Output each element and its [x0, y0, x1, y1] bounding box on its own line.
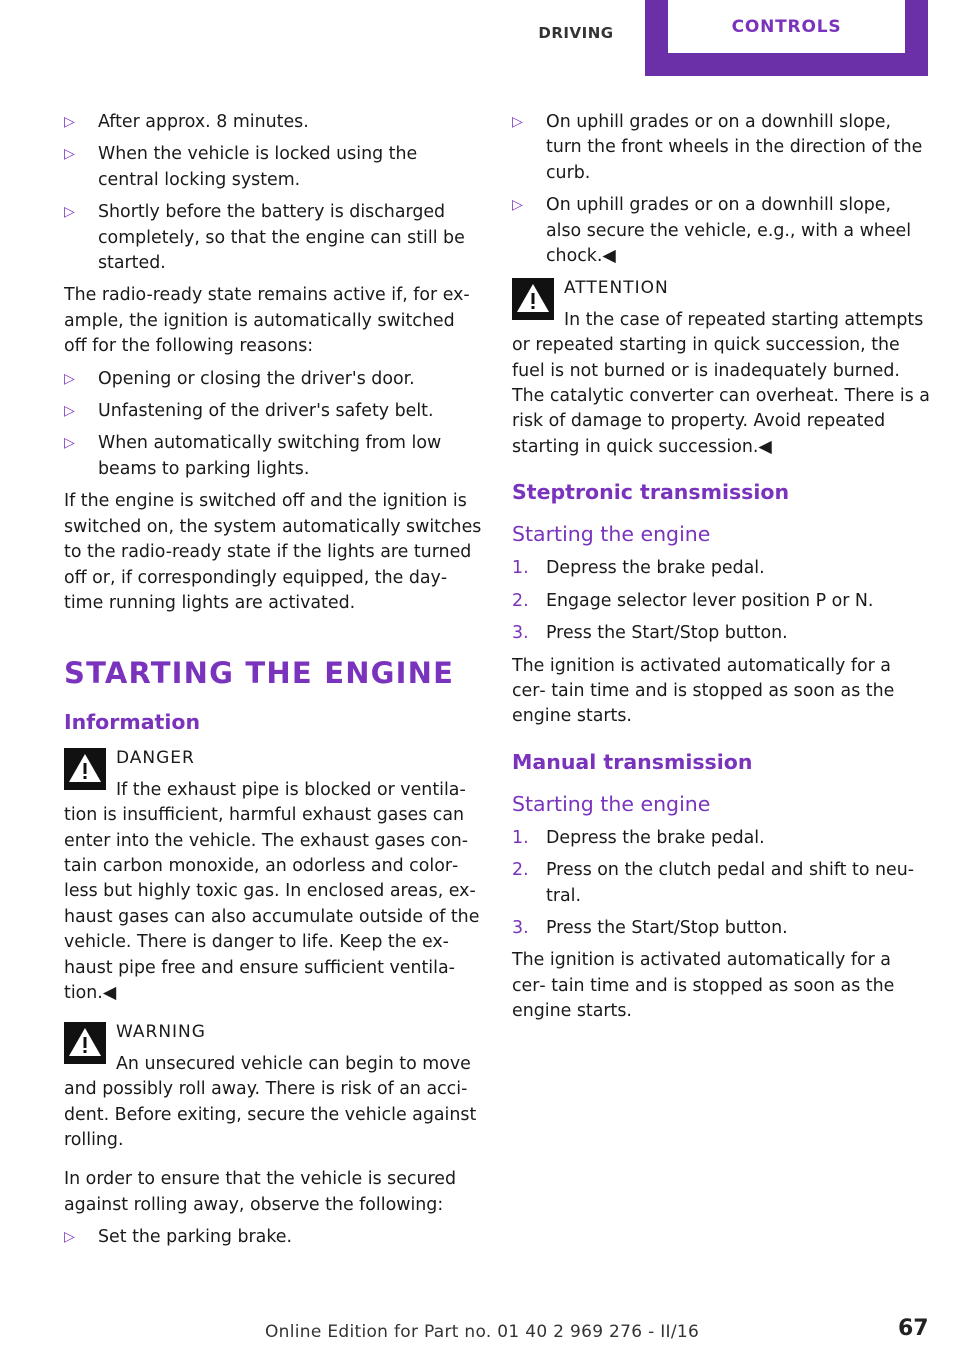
warning-text: An unsecured vehicle can begin to move and possibly roll away. There is risk of an acci‐ dent. Before exiting, secure the vehicle against rolling.	[64, 1053, 477, 1150]
step-number: 1.	[512, 558, 529, 579]
subsection-heading: Information	[64, 710, 201, 735]
list-item: ▷ Opening or closing the driver's door.	[64, 367, 482, 392]
sub-subsection-heading: Starting the engine	[512, 791, 711, 816]
bullet-icon: ▷	[64, 435, 75, 452]
list-item: 2. Press on the clutch pedal and shift to neu‐ tral.	[512, 860, 915, 906]
list-item: 3. Press the Start/Stop button.	[512, 916, 930, 941]
danger-title: DANGER	[116, 748, 195, 769]
paragraph: The ignition is activated automatically for a cer‐ tain time and is stopped as soon as the engine starts.	[512, 950, 895, 1022]
bullet-icon: ▷	[64, 204, 75, 221]
subsection-heading: Manual transmission	[512, 749, 753, 774]
list-item: 1. Depress the brake pedal.	[512, 556, 930, 581]
paragraph: The radio-ready state remains active if, for ex‐ ample, the ignition is automatically switched off for the following reasons:	[64, 285, 470, 357]
list-item: 1. Depress the brake pedal.	[512, 826, 930, 851]
bullet-icon: ▷	[64, 114, 75, 130]
bullet-icon: ▷	[64, 1229, 75, 1246]
warning-triangle-icon	[64, 748, 106, 790]
section-tab-driving: DRIVING	[538, 24, 614, 42]
bullet-icon: ▷	[64, 370, 75, 387]
danger-box	[64, 746, 482, 1006]
warning-box	[64, 1020, 482, 1153]
step-number: 3.	[512, 623, 529, 644]
attention-text: In the case of repeated starting attempts or repeated starting in quick succession, the fuel is not burned or is inadequately burned. The catalytic converter can overheat. There is a risk of damage to property. Avoid repeated starting in quick succession.◀	[512, 309, 930, 457]
bullet-icon: ▷	[512, 197, 523, 214]
danger-text: If the exhaust pipe is blocked or ventila‐ tion is insufficient, harmful exhaust gases can enter into the vehicle. The exhaust gases con‐ tain carbon monoxide, an odorless and color‐ less but highly toxic gas. In enclosed areas, ex‐ haust gases can also accumulate outside of the vehicle. There is danger to life. Keep the ex‐ haust pipe free and ensure sufficient ventila‐ tion.◀	[64, 779, 480, 1003]
list-item: ▷ On uphill grades or on a downhill slope, turn the front wheels in the direction of the curb.	[512, 112, 923, 183]
warning-triangle-icon	[64, 1022, 106, 1064]
paragraph: The ignition is activated automatically for a cer‐ tain time and is stopped as soon as the engine starts.	[512, 655, 895, 727]
list-item: ▷ When the vehicle is locked using the central locking system.	[64, 144, 418, 190]
attention-title: ATTENTION	[564, 278, 669, 299]
list-item: ▷ On uphill grades or on a downhill slope, also secure the vehicle, e.g., with a wheel chock.◀	[512, 195, 912, 267]
footer-edition: Online Edition for Part no. 01 40 2 969 276 - II/16	[265, 1322, 700, 1342]
bullet-list	[64, 367, 482, 483]
list-item: ▷ Shortly before the battery is discharged completely, so that the engine can still be started.	[64, 202, 465, 274]
bullet-list	[64, 1225, 482, 1250]
bullet-list	[512, 110, 930, 269]
list-item: ▷ Set the parking brake.	[64, 1225, 482, 1250]
numbered-list	[512, 556, 930, 646]
list-item: ▷ Unfastening of the driver's safety belt.	[64, 399, 482, 424]
list-item: 2. Engage selector lever position P or N.	[512, 589, 930, 614]
section-heading: STARTING THE ENGINE	[64, 656, 455, 691]
paragraph: In order to ensure that the vehicle is secured against rolling away, observe the following:	[64, 1169, 457, 1215]
page-header	[0, 0, 960, 76]
page-number: 67	[898, 1316, 929, 1341]
chapter-tab	[645, 0, 928, 76]
numbered-list	[512, 826, 930, 942]
bullet-list	[64, 110, 482, 276]
step-number: 1.	[512, 827, 529, 848]
right-column	[512, 110, 930, 1032]
attention-box	[512, 276, 930, 460]
step-number: 2.	[512, 590, 529, 611]
paragraph: If the engine is switched off and the ignition is switched on, the system automatically switches to the radio-ready state if the lights are turned off or, if correspondingly equipped, the day‐ time running lights are activated.	[64, 491, 482, 613]
bullet-icon: ▷	[512, 114, 523, 130]
list-item: ▷ After approx. 8 minutes.	[64, 110, 482, 135]
sub-subsection-heading: Starting the engine	[512, 522, 711, 547]
bullet-icon: ▷	[64, 146, 75, 163]
step-number: 2.	[512, 860, 529, 881]
subsection-heading: Steptronic transmission	[512, 480, 790, 505]
bullet-icon: ▷	[64, 403, 75, 420]
step-number: 3.	[512, 917, 529, 938]
warning-title: WARNING	[116, 1022, 206, 1043]
list-item: 3. Press the Start/Stop button.	[512, 621, 930, 646]
warning-triangle-icon	[512, 278, 554, 320]
list-item: ▷ When automatically switching from low beams to parking lights.	[64, 433, 442, 479]
chapter-tab-label: CONTROLS	[668, 0, 905, 53]
left-column	[64, 110, 482, 1258]
